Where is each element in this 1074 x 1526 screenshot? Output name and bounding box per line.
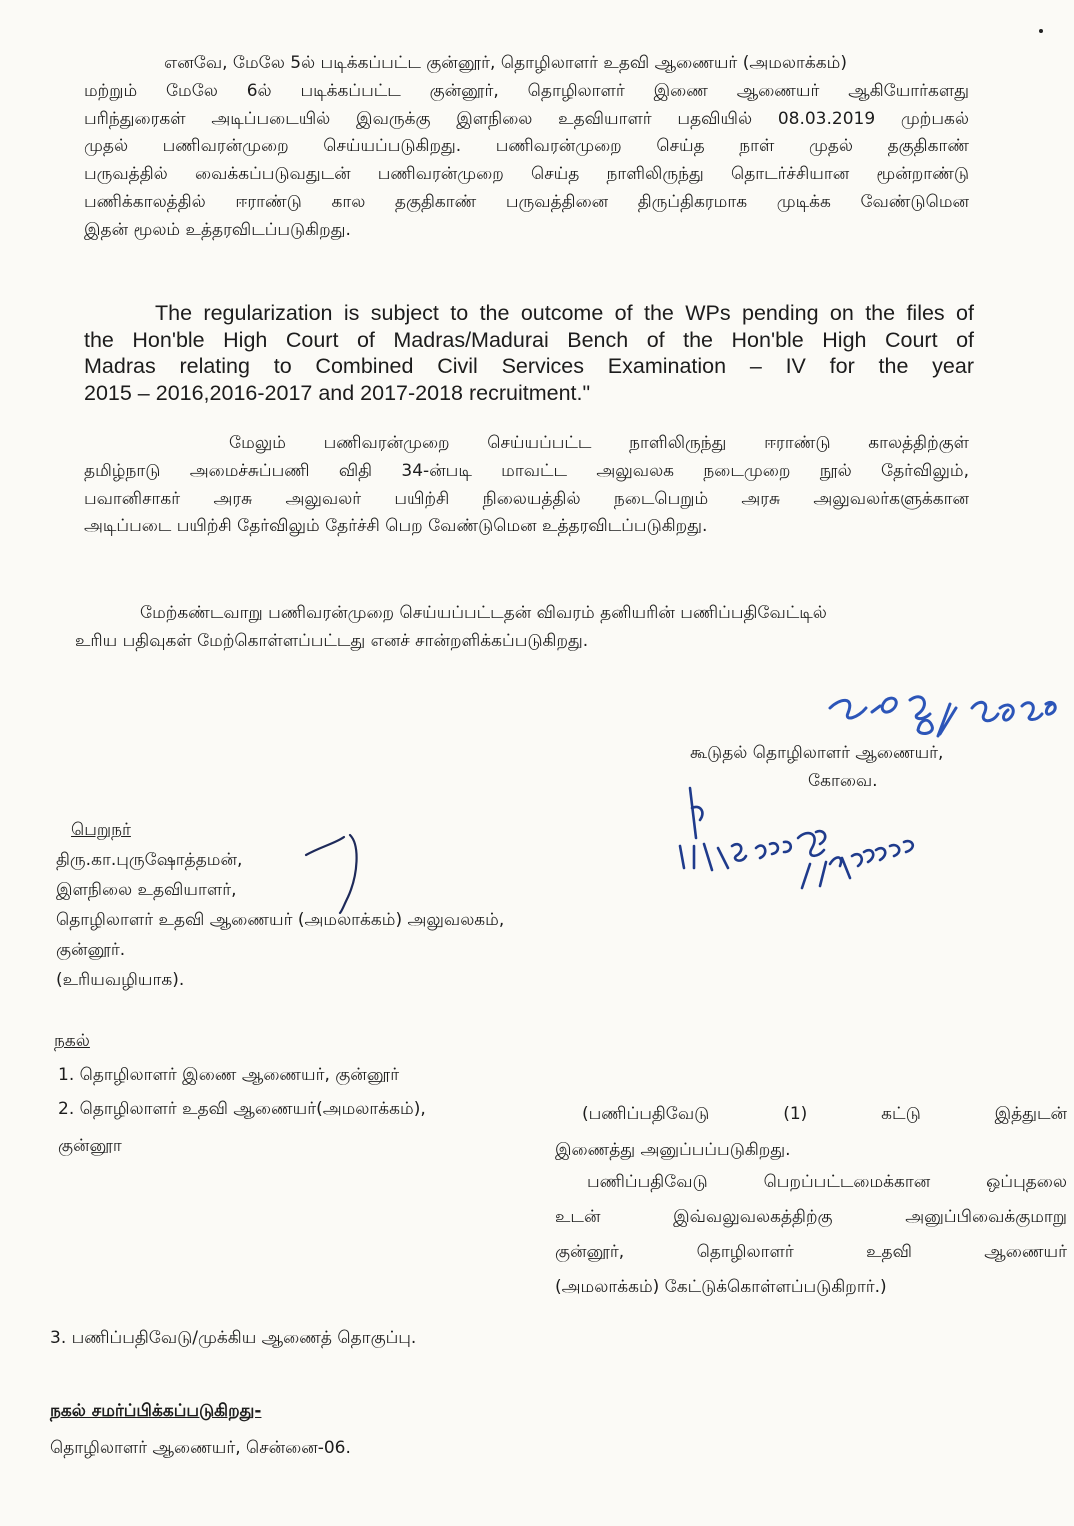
para1-line: மற்றும் மேலே 6ல் படிக்கப்பட்ட குன்னூர், தொழிலாளர் இணை ஆணையர் ஆகியோர்களது [84, 80, 969, 101]
recipient-line: (உரியவழியாக). [56, 970, 185, 990]
copy-note-1 [555, 1096, 1067, 1168]
ink-dot [1036, 26, 1046, 36]
submitted-heading: நகல் சமர்ப்பிக்கப்படுகிறது- [50, 1401, 262, 1421]
recipient-line: இளநிலை உதவியாளர், [56, 880, 237, 900]
para1-line: எனவே, மேலே 5ல் படிக்கப்பட்ட குன்னூர், தொழிலாளர் உதவி ஆணையர் (அமலாக்கம்) [164, 53, 847, 73]
recipient-heading: பெறுநர் [71, 820, 131, 840]
copy-note-2-line: குன்னூர், தொழிலாளர் உதவி ஆணையர் [555, 1242, 1067, 1262]
para3-line: அடிப்படை பயிற்சி தேர்விலும் தேர்ச்சி பெற வேண்டுமென உத்தரவிடப்படுகிறது. [84, 516, 708, 537]
signatory-place: கோவை. [808, 770, 878, 791]
para1-line: இதன் மூலம் உத்தரவிடப்படுகிறது. [84, 219, 351, 240]
submitted-line: தொழிலாளர் ஆணையர், சென்னை-06. [50, 1438, 351, 1458]
copy-note-2-line: (அமலாக்கம்) கேட்டுக்கொள்ளப்படுகிறார்.) [555, 1277, 887, 1297]
paragraph-certification [75, 600, 975, 656]
paragraph-english-condition [84, 300, 974, 406]
copy-note-1-line: இணைத்து அனுப்பப்படுகிறது. [555, 1140, 791, 1160]
recipient-line: குன்னூர். [56, 940, 126, 960]
para3-line: பவானிசாகர் அரசு அலுவலர் பயிற்சி நிலையத்தில் நடைபெறும் அரசு அலுவலர்களுக்கான [84, 488, 969, 509]
initials-signature [300, 825, 370, 915]
recipient-line: திரு.கா.புருஷோத்தமன், [56, 850, 243, 870]
para4-line: மேற்கண்டவாறு பணிவரன்முறை செய்யப்பட்டதன் விவரம் தனியரின் பணிப்பதிவேட்டில் [140, 603, 827, 623]
blue-ink-signature [800, 678, 1070, 748]
copy-item-2: 2. தொழிலாளர் உதவி ஆணையர்(அமலாக்கம்), [58, 1099, 426, 1119]
copy-item-3: 3. பணிப்பதிவேடு/முக்கிய ஆணைத் தொகுப்பு. [50, 1328, 417, 1348]
para4-line: உரிய பதிவுகள் மேற்கொள்ளப்பட்டது எனச் சான்றளிக்கப்படுகிறது. [75, 630, 589, 651]
copy-note-2-line: பணிப்பதிவேடு பெறப்பட்டமைக்கான ஒப்புதலை [587, 1172, 1067, 1192]
para2-line: the Hon'ble High Court of Madras/Madurai Bench of the Hon'ble High Court of [84, 327, 974, 352]
copy-note-2-line: உடன் இவ்வலுவலகத்திற்கு அனுப்பிவைக்குமாறு [555, 1207, 1067, 1227]
para2-line: The regularization is subject to the outcome of the WPs pending on the files of [155, 301, 974, 325]
handwritten-date-marks [670, 768, 940, 903]
copy-item-1: 1. தொழிலாளர் இணை ஆணையர், குன்னூர் [58, 1065, 400, 1085]
copy-note-1-line: (பணிப்பதிவேடு (1) கட்டு இத்துடன் [582, 1104, 1067, 1124]
recipient-line: தொழிலாளர் உதவி ஆணையர் (அமலாக்கம்) அலுவலகம், [56, 910, 505, 930]
para1-line: பரிந்துரைகள் அடிப்படையில் இவருக்கு இளநிலை உதவியாளர் பதவியில் 08.03.2019 முற்பகல் [84, 108, 969, 129]
para3-line: தமிழ்நாடு அமைச்சுப்பணி விதி 34-ன்படி மாவட்ட அலுவலக நடைமுறை நூல் தேர்விலும், [84, 460, 969, 481]
paragraph-regularization-order [84, 50, 969, 245]
para1-line: பணிக்காலத்தில் ஈராண்டு கால தகுதிகாண் பருவத்தினை திருப்திகரமாக முடிக்க வேண்டுமென [84, 191, 969, 212]
para2-line: Madras relating to Combined Civil Services Examination – IV for the year [84, 354, 974, 378]
para1-line: பருவத்தில் வைக்கப்படுவதுடன் பணிவரன்முறை செய்த நாளிலிருந்து தொடர்ச்சியான மூன்றாண்டு [84, 164, 969, 185]
copy-item-2-place: குன்னூா [58, 1136, 122, 1156]
paragraph-exam-requirement [84, 430, 969, 541]
copy-note-2 [555, 1165, 1067, 1305]
copy-heading: நகல் [54, 1031, 90, 1051]
signatory-title: கூடுதல் தொழிலாளர் ஆணையர், [690, 743, 944, 763]
para1-line: முதல் பணிவரன்முறை செய்யப்படுகிறது. பணிவரன்முறை செய்த நாள் முதல் தகுதிகாண் [84, 136, 969, 157]
para3-line: மேலும் பணிவரன்முறை செய்யப்பட்ட நாளிலிருந்து ஈராண்டு காலத்திற்குள் [229, 433, 969, 453]
para2-line: 2015 – 2016,2016-2017 and 2017-2018 recruitment." [84, 380, 591, 405]
